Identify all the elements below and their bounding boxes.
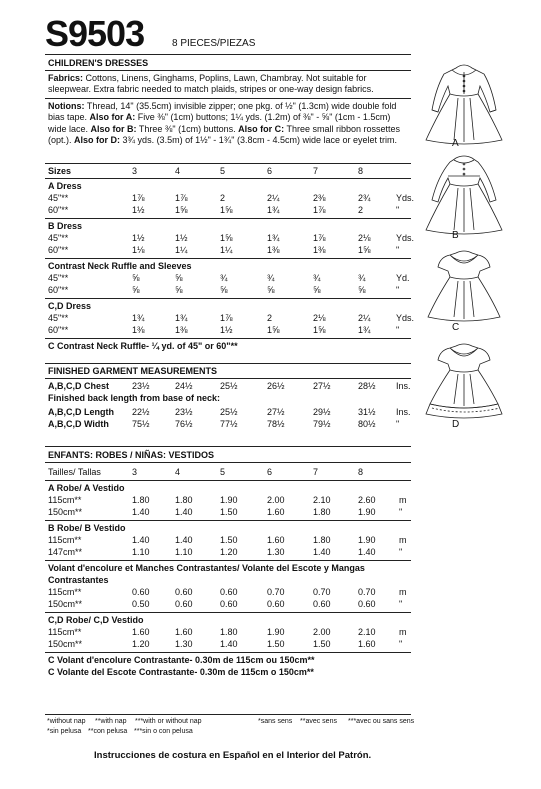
divider (45, 480, 411, 481)
cell-value: 0.70 (358, 587, 376, 597)
cell-value: 1½ (220, 325, 233, 335)
cell-value: 1.20 (220, 547, 238, 557)
size-column-header: 6 (267, 467, 273, 477)
section-title: Volant d'encolure et Manches Contrastantes/ Volante del Escote y Mangas (48, 563, 365, 573)
unit-label: Yds. (396, 233, 415, 243)
back-length-note: Finished back length from base of neck: (48, 393, 221, 403)
width-value: 78½ (267, 419, 285, 429)
divider (45, 54, 411, 55)
footnote-sin-pelusa: *sin pelusa (47, 728, 82, 735)
divider (45, 298, 411, 299)
row-label: 115cm** (48, 535, 82, 545)
cell-value: 1⅞ (313, 205, 326, 215)
width-value: 77½ (220, 419, 238, 429)
chest-value: 26½ (267, 381, 285, 391)
unit-label: " (399, 639, 403, 649)
cell-value: 1⅝ (220, 233, 233, 243)
cell-value: 1⅝ (175, 205, 188, 215)
cell-value: 1.40 (220, 639, 238, 649)
metric-title: ENFANTS: ROBES / NIÑAS: VESTIDOS (48, 450, 215, 460)
divider (45, 218, 411, 219)
size-column-header: 5 (220, 467, 226, 477)
divider (45, 560, 411, 561)
length-label: A,B,C,D Length (48, 407, 114, 417)
fabrics-label: Fabrics: (48, 73, 84, 83)
width-label: A,B,C,D Width (48, 419, 109, 429)
cell-value: 1⅝ (267, 325, 280, 335)
cell-value: 1.80 (313, 535, 331, 545)
length-value: 23½ (175, 407, 193, 417)
cell-value: 1.50 (220, 535, 238, 545)
unit-label: " (399, 547, 403, 557)
section-title: C,D Robe/ C,D Vestido (48, 615, 144, 625)
row-label: 115cm** (48, 627, 82, 637)
cell-value: 1.10 (132, 547, 150, 557)
contrast-ruffle-note-es: C Volante del Escote Contrastante- 0.30m de 115cm o 150cm** (48, 667, 314, 677)
cell-value: 1⅜ (267, 245, 280, 255)
cell-value: 1⅜ (175, 325, 188, 335)
size-column-header: 3 (132, 467, 138, 477)
dress-view-c-illustration (418, 245, 510, 325)
cell-value: 2¾ (358, 193, 371, 203)
view-label-d: D (452, 419, 460, 430)
cell-value: 2¼ (358, 313, 371, 323)
row-label: 60"** (48, 245, 69, 255)
contrast-ruffle-note: C Contrast Neck Ruffle- ¼ yd. of 45" or 60"** (48, 341, 238, 351)
cell-value: 0.70 (267, 587, 285, 597)
unit-label: " (396, 285, 400, 295)
notions-b-label: Also for B: (90, 123, 137, 134)
width-value: 79½ (313, 419, 331, 429)
row-label: 60"** (48, 325, 69, 335)
cell-value: 1.60 (175, 627, 193, 637)
cell-value: 1.40 (313, 547, 331, 557)
cell-value: 1.90 (267, 627, 285, 637)
chest-value: 23½ (132, 381, 150, 391)
size-column-header: 4 (175, 166, 181, 176)
cell-value: 2 (358, 205, 364, 215)
notions-label: Notions: (48, 101, 85, 111)
unit-label: Yd. (396, 273, 410, 283)
dress-view-a-illustration (418, 58, 510, 148)
notions-a-text: Five ⅜" (1cm) buttons; 1¼ yds. (1.2m) of ⅜" - ⅝" (1cm - 1.5cm) wide lace. (48, 112, 391, 134)
cell-value: 1.50 (220, 507, 238, 517)
notions-d-text: 3¾ yds. (3.5m) of 1½" - 1¾" (3.8cm - 4.5cm) wide lace or eyelet trim. (122, 135, 398, 146)
footnote-sin-o-con-pelusa: ***sin o con pelusa (134, 728, 193, 735)
cell-value: 1.40 (132, 535, 150, 545)
divider (45, 338, 411, 339)
notions-d-label: Also for D: (74, 135, 121, 146)
length-value: 22½ (132, 407, 150, 417)
cell-value: 0.60 (220, 599, 238, 609)
size-column-header: 8 (358, 467, 364, 477)
size-column-header: 8 (358, 166, 364, 176)
length-value: 31½ (358, 407, 376, 417)
cell-value: 1.90 (220, 495, 238, 505)
cell-value: 2.10 (358, 627, 376, 637)
section-title: B Dress (48, 221, 83, 231)
cell-value: 1⅜ (313, 245, 326, 255)
divider (45, 98, 411, 99)
footnote-con-pelusa: **con pelusa (88, 728, 128, 735)
cell-value: 2.00 (313, 627, 331, 637)
cell-value: 1.80 (220, 627, 238, 637)
notions-paragraph (48, 101, 410, 147)
cell-value: 0.60 (175, 587, 193, 597)
cell-value: 1½ (132, 233, 145, 243)
row-label: 45"** (48, 313, 69, 323)
footnote-with-nap: **with nap (95, 718, 127, 725)
divider (45, 652, 411, 653)
cell-value: 1.60 (358, 639, 376, 649)
chest-label: A,B,C,D Chest (48, 381, 110, 391)
row-label: 115cm** (48, 495, 82, 505)
section-title: Contrast Neck Ruffle and Sleeves (48, 261, 192, 271)
pattern-number: S9503 (45, 13, 145, 54)
divider (45, 363, 411, 364)
size-column-header: 6 (267, 166, 273, 176)
cell-value: 1.50 (267, 639, 285, 649)
footnote-avec-sens: **avec sens (300, 718, 337, 725)
cell-value: 1.80 (175, 495, 193, 505)
cell-value: 1¾ (267, 233, 280, 243)
cell-value: 1.90 (358, 535, 376, 545)
cell-value: 1¾ (132, 313, 145, 323)
cell-value: 1.30 (267, 547, 285, 557)
unit-label: Ins. (396, 381, 411, 391)
cell-value: 1.40 (175, 535, 193, 545)
notions-c-label: Also for C: (238, 123, 285, 134)
unit-label: Yds. (396, 193, 415, 203)
cell-value: ⅝ (313, 285, 321, 295)
cell-value: 0.60 (132, 587, 150, 597)
unit-label: m (399, 535, 407, 545)
cell-value: 2 (267, 313, 273, 323)
divider (45, 714, 411, 715)
cell-value: 0.60 (313, 599, 331, 609)
cell-value: ⅝ (175, 285, 183, 295)
cell-value: 2.00 (267, 495, 285, 505)
cell-value: 1⅞ (175, 193, 188, 203)
length-value: 27½ (267, 407, 285, 417)
cell-value: 2 (220, 193, 226, 203)
unit-label: " (396, 245, 400, 255)
unit-label: " (399, 599, 403, 609)
cell-value: 1.80 (132, 495, 150, 505)
unit-label: " (396, 325, 400, 335)
notions-c-text: Three small ribbon rossettes (opt.). (48, 123, 401, 146)
row-label: 150cm** (48, 639, 83, 649)
row-label: 150cm** (48, 507, 83, 517)
row-label: 60"** (48, 285, 69, 295)
cell-value: 1⅞ (220, 313, 233, 323)
cell-value: 2.10 (313, 495, 331, 505)
cell-value: ¾ (358, 273, 366, 283)
cell-value: ¾ (313, 273, 321, 283)
unit-label: m (399, 587, 407, 597)
dress-view-d-illustration (418, 338, 510, 420)
cell-value: 1¾ (175, 313, 188, 323)
divider (45, 258, 411, 259)
length-value: 25½ (220, 407, 238, 417)
cell-value: 1½ (175, 233, 188, 243)
section-title: B Robe/ B Vestido (48, 523, 126, 533)
sizes-header-label: Sizes (48, 166, 72, 176)
cell-value: 1.80 (313, 507, 331, 517)
cell-value: 2⅜ (313, 193, 326, 203)
contrast-ruffle-note-fr: C Volant d'encolure Contrastante- 0.30m de 115cm ou 150cm** (48, 655, 315, 665)
size-column-header: 5 (220, 166, 226, 176)
width-value: 76½ (175, 419, 193, 429)
cell-value: 1¼ (175, 245, 188, 255)
size-column-header: 3 (132, 166, 138, 176)
divider (45, 612, 411, 613)
chest-value: 28½ (358, 381, 376, 391)
finished-title: FINISHED GARMENT MEASUREMENTS (48, 366, 218, 376)
cell-value: 0.60 (267, 599, 285, 609)
section-title-continued: Contrastantes (48, 575, 109, 585)
divider (45, 520, 411, 521)
cell-value: ⅝ (220, 285, 228, 295)
cell-value: 1⅜ (132, 325, 145, 335)
footnote-avec-ou-sans-sens: ***avec ou sans sens (348, 718, 415, 725)
row-label: 115cm** (48, 587, 82, 597)
row-label: 45"** (48, 233, 69, 243)
footnote-sans-sens: *sans sens (258, 718, 293, 725)
cell-value: 1.30 (175, 639, 193, 649)
cell-value: 0.50 (132, 599, 150, 609)
unit-label: m (399, 627, 407, 637)
width-value: 75½ (132, 419, 150, 429)
unit-label: " (396, 205, 400, 215)
notions-b-text: Three ⅜" (1cm) buttons. (138, 123, 236, 134)
pieces-count: 8 PIECES/PIEZAS (172, 38, 256, 49)
cell-value: 2⅛ (358, 233, 371, 243)
cell-value: 1⅞ (313, 233, 326, 243)
unit-label: " (399, 507, 403, 517)
row-label: 147cm** (48, 547, 83, 557)
cell-value: ⅝ (267, 285, 275, 295)
cell-value: 1.50 (313, 639, 331, 649)
cell-value: ⅝ (358, 285, 366, 295)
cell-value: 1⅛ (132, 245, 145, 255)
cell-value: 1½ (132, 205, 145, 215)
size-column-header: 7 (313, 166, 319, 176)
divider (45, 378, 411, 379)
fabrics-text: Cottons, Linens, Ginghams, Poplins, Lawn, Chambray. Not suitable for sleepwear. Extra fabric needed to match plaids, stripes or one-way design fabrics. (48, 73, 374, 95)
dress-view-b-illustration (418, 150, 510, 238)
cell-value: 1¾ (358, 325, 371, 335)
page-title: CHILDREN'S DRESSES (48, 58, 149, 68)
cell-value: 2⅛ (313, 313, 326, 323)
unit-label: Yds. (396, 313, 415, 323)
unit-label: " (396, 419, 400, 429)
cell-value: ¾ (220, 273, 228, 283)
row-label: 45"** (48, 193, 69, 203)
divider (45, 70, 411, 71)
cell-value: 1.10 (175, 547, 193, 557)
view-label-a: A (452, 138, 459, 149)
divider (45, 163, 411, 164)
width-value: 80½ (358, 419, 376, 429)
row-label: 60"** (48, 205, 69, 215)
cell-value: 0.60 (175, 599, 193, 609)
cell-value: 1⅞ (132, 193, 145, 203)
cell-value: 0.70 (313, 587, 331, 597)
row-label: 150cm** (48, 599, 83, 609)
cell-value: 1.40 (175, 507, 193, 517)
cell-value: 1⅝ (220, 205, 233, 215)
notions-a-label: Also for A: (89, 112, 136, 123)
cell-value: 1⅝ (313, 325, 326, 335)
cell-value: 1.60 (267, 535, 285, 545)
cell-value: 1¼ (220, 245, 233, 255)
section-title: C,D Dress (48, 301, 92, 311)
divider (45, 178, 411, 179)
footnote-without-nap: *without nap (47, 718, 86, 725)
cell-value: 1.20 (132, 639, 150, 649)
cell-value: 1¾ (267, 205, 280, 215)
divider (45, 446, 411, 447)
cell-value: 0.60 (220, 587, 238, 597)
cell-value: 2¼ (267, 193, 280, 203)
notions-text: Thread, 14" (35.5cm) invisible zipper; one pkg. of ½" (1.3cm) wide double fold bias tape. (48, 101, 397, 123)
cell-value: 2.60 (358, 495, 376, 505)
cell-value: 1.90 (358, 507, 376, 517)
cell-value: 1.40 (358, 547, 376, 557)
cell-value: 1⅝ (358, 245, 371, 255)
cell-value: 0.60 (358, 599, 376, 609)
cell-value: 1.60 (132, 627, 150, 637)
cell-value: ⅝ (132, 285, 140, 295)
row-label: 45"** (48, 273, 69, 283)
size-column-header: 7 (313, 467, 319, 477)
chest-value: 24½ (175, 381, 193, 391)
cell-value: ⅝ (132, 273, 140, 283)
spanish-instructions-note: Instrucciones de costura en Español en el Interior del Patrón. (94, 750, 372, 761)
section-title: A Dress (48, 181, 82, 191)
length-value: 29½ (313, 407, 331, 417)
unit-label: Ins. (396, 407, 411, 417)
cell-value: ⅝ (175, 273, 183, 283)
footnote-with-or-without-nap: ***with or without nap (135, 718, 202, 725)
chest-value: 25½ (220, 381, 238, 391)
size-column-header: 4 (175, 467, 181, 477)
view-label-c: C (452, 322, 460, 333)
fabrics-paragraph (48, 73, 410, 96)
divider (45, 462, 411, 463)
chest-value: 27½ (313, 381, 331, 391)
unit-label: m (399, 495, 407, 505)
cell-value: 1.60 (267, 507, 285, 517)
section-title: A Robe/ A Vestido (48, 483, 125, 493)
view-label-b: B (452, 230, 459, 241)
sizes-header-label: Tailles/ Tallas (48, 467, 101, 477)
cell-value: 1.40 (132, 507, 150, 517)
cell-value: ¾ (267, 273, 275, 283)
